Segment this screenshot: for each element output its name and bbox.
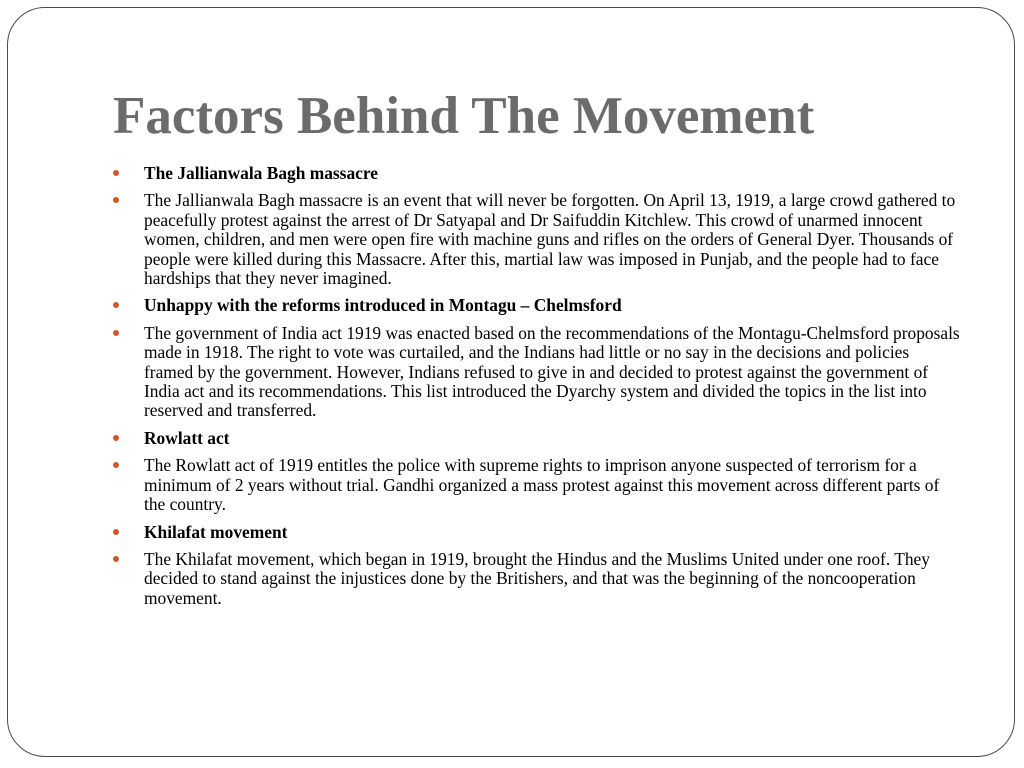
bullet-body-jallianwala <box>0 191 961 288</box>
bullet-dot-icon <box>113 462 119 468</box>
bullet-heading-jallianwala <box>0 164 961 183</box>
bullet-dot-icon <box>113 197 119 203</box>
bullet-text: The Rowlatt act of 1919 entitles the police with supreme rights to imprison anyone suspected of terrorism for a minimum of 2 years without trial. Gandhi organized a mass protest against this movement across different parts of the country. <box>144 455 940 515</box>
bullet-dot-icon <box>113 330 119 336</box>
bullet-dot-icon <box>113 529 119 535</box>
bullet-text: Unhappy with the reforms introduced in Montagu – Chelmsford <box>144 295 622 316</box>
bullet-text: The Jallianwala Bagh massacre is an event that will never be forgotten. On April 13, 1919, a large crowd gathered to peacefully protest against the arrest of Dr Satyapal and Dr Saifuddin Kitchlew. This crowd of unarmed innocent women, children, and men were open fire with machine guns and rifles on the orders of General Dyer. Thousands of people were killed during this Massacre. After this, martial law was imposed in Punjab, and the people had to face hardships that they never imagined. <box>144 190 956 289</box>
bullet-text: The Khilafat movement, which began in 1919, brought the Hindus and the Muslims United under one roof. They decided to stand against the injustices done by the Britishers, and that was the beginning of the noncooperation movement. <box>144 548 930 608</box>
bullet-dot-icon <box>113 302 119 308</box>
bullet-heading-montagu <box>0 296 961 315</box>
bullet-text: The Jallianwala Bagh massacre <box>144 163 378 183</box>
bullet-dot-icon <box>113 556 119 562</box>
bullet-body-khilafat <box>0 550 961 608</box>
bullet-heading-khilafat <box>0 523 961 542</box>
bullet-dot-icon <box>113 170 119 176</box>
bullet-body-montagu <box>0 324 961 421</box>
bullet-body-rowlatt <box>0 456 961 514</box>
bullet-text: The government of India act 1919 was enacted based on the recommendations of the Montagu-Chelmsford proposals made in 1918. The right to vote was curtailed, and the Indians had little or no say in the decisions and policies framed by the government. However, Indians refused to give in and decided to protest against the government of India act and its recommendations. This list introduced the Dyarchy system and divided the topics in the list into reserved and transferred. <box>144 322 960 421</box>
bullet-heading-rowlatt <box>0 429 961 448</box>
bullet-list <box>0 164 1024 608</box>
bullet-text: Khilafat movement <box>144 521 288 542</box>
bullet-text: Rowlatt act <box>144 427 230 448</box>
slide-title: Factors Behind The Movement <box>113 87 815 145</box>
bullet-dot-icon <box>113 435 119 441</box>
